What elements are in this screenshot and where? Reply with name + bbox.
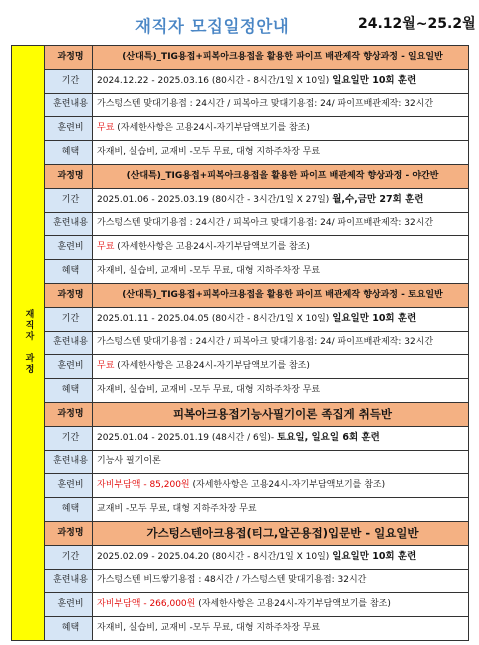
fee-row xyxy=(12,474,469,498)
content-row xyxy=(12,331,469,355)
fee-label: 훈련비 xyxy=(45,236,93,260)
fee-row xyxy=(12,236,469,260)
fee-row xyxy=(12,355,469,379)
content-row xyxy=(12,450,469,474)
content-label: 훈련내용 xyxy=(45,569,93,593)
course-name: (산대특)_TIG용접+피복아크용접을 활용한 파이프 배관제작 향상과정 - 야간반 xyxy=(93,164,469,188)
period-row xyxy=(12,188,469,212)
fee-row xyxy=(12,593,469,617)
period-row xyxy=(12,426,469,450)
content-value: 가스텅스텐 비드쌓기용접 : 48시간 / 가스텅스텐 맞대기용접: 32시간 xyxy=(93,569,469,593)
course-label: 과정명 xyxy=(45,402,93,426)
content-value: 가스텅스텐 맞대기용접 : 24시간 / 피복아크 맞대기용접: 24/ 파이프배관제작: 32시간 xyxy=(93,93,469,117)
page-title: 재직자 모집일정안내 xyxy=(135,17,290,36)
period-value: 2025.01.11 - 2025.04.05 (80시간 - 8시간/1일 X 10일) 일요일만 10회 훈련 xyxy=(93,307,469,331)
benefit-row xyxy=(12,617,469,641)
fee-label: 훈련비 xyxy=(45,117,93,141)
benefit-label: 혜택 xyxy=(45,617,93,641)
content-row xyxy=(12,212,469,236)
content-value: 가스텅스텐 맞대기용접 : 24시간 / 피복아크 맞대기용접: 24/ 파이프배관제작: 32시간 xyxy=(93,212,469,236)
benefit-value: 자재비, 실습비, 교재비 -모두 무료, 대형 지하주차장 무료 xyxy=(93,617,469,641)
period-label: 기간 xyxy=(45,545,93,569)
period-value: 2024.12.22 - 2025.03.16 (80시간 - 8시간/1일 X 10일) 일요일만 10회 훈련 xyxy=(93,69,469,93)
benefit-label: 혜택 xyxy=(45,141,93,165)
course-name-row xyxy=(12,521,469,545)
course-name: 피복아크용접기능사필기이론 족집게 취득반 xyxy=(93,402,469,426)
period-label: 기간 xyxy=(45,307,93,331)
fee-value: 자비부담액 - 85,200원 (자세한사항은 고용24시-자기부담액보기를 참조) xyxy=(93,474,469,498)
schedule-period: 24.12월~25.2월 xyxy=(358,16,476,32)
fee-value: 무료 (자세한사항은 고용24시-자기부담액보기를 참조) xyxy=(93,117,469,141)
content-value: 가스텅스텐 맞대기용접 : 24시간 / 피복아크 맞대기용접: 24/ 파이프배관제작: 32시간 xyxy=(93,331,469,355)
header xyxy=(0,0,479,45)
course-label: 과정명 xyxy=(45,164,93,188)
period-label: 기간 xyxy=(45,426,93,450)
fee-value: 무료 (자세한사항은 고용24시-자기부담액보기를 참조) xyxy=(93,355,469,379)
benefit-value: 자재비, 실습비, 교재비 -모두 무료, 대형 지하주차장 무료 xyxy=(93,141,469,165)
course-label: 과정명 xyxy=(45,46,93,70)
benefit-value: 자재비, 실습비, 교재비 -모두 무료, 대형 지하주차장 무료 xyxy=(93,379,469,403)
period-value: 2025.02.09 - 2025.04.20 (80시간 - 8시간/1일 X 10일) 일요일만 10회 훈련 xyxy=(93,545,469,569)
fee-label: 훈련비 xyxy=(45,593,93,617)
benefit-row xyxy=(12,141,469,165)
fee-value: 무료 (자세한사항은 고용24시-자기부담액보기를 참조) xyxy=(93,236,469,260)
course-label: 과정명 xyxy=(45,283,93,307)
course-name: 가스텅스텐아크용접(티그,알곤용접)입문반 - 일요일반 xyxy=(93,521,469,545)
period-row xyxy=(12,307,469,331)
course-name-row xyxy=(12,283,469,307)
benefit-row xyxy=(12,498,469,522)
course-name: (산대특)_TIG용접+피복아크용접을 활용한 파이프 배관제작 향상과정 - 토요일반 xyxy=(93,283,469,307)
content-label: 훈련내용 xyxy=(45,212,93,236)
period-label: 기간 xyxy=(45,188,93,212)
content-value: 기능사 필기이론 xyxy=(93,450,469,474)
period-value: 2025.01.04 - 2025.01.19 (48시간 / 6일)- 토요일, 일요일 6회 훈련 xyxy=(93,426,469,450)
period-row xyxy=(12,69,469,93)
content-row xyxy=(12,569,469,593)
content-row xyxy=(12,93,469,117)
benefit-label: 혜택 xyxy=(45,379,93,403)
fee-value: 자비부담액 - 266,000원 (자세한사항은 고용24시-자기부담액보기를 참조) xyxy=(93,593,469,617)
benefit-label: 혜택 xyxy=(45,260,93,284)
benefit-label: 혜택 xyxy=(45,498,93,522)
schedule-table xyxy=(11,45,469,641)
side-label: 재 직 자 과 정 xyxy=(12,46,45,641)
course-label: 과정명 xyxy=(45,521,93,545)
period-label: 기간 xyxy=(45,69,93,93)
period-row xyxy=(12,545,469,569)
content-label: 훈련내용 xyxy=(45,331,93,355)
content-label: 훈련내용 xyxy=(45,93,93,117)
benefit-value: 자재비, 실습비, 교재비 -모두 무료, 대형 지하주차장 무료 xyxy=(93,260,469,284)
fee-label: 훈련비 xyxy=(45,474,93,498)
benefit-row xyxy=(12,260,469,284)
benefit-row xyxy=(12,379,469,403)
fee-label: 훈련비 xyxy=(45,355,93,379)
course-name: (산대특)_TIG용접+피복아크용접을 활용한 파이프 배관제작 향상과정 - 일요일반 xyxy=(93,46,469,70)
course-name-row xyxy=(12,164,469,188)
fee-row xyxy=(12,117,469,141)
content-label: 훈련내용 xyxy=(45,450,93,474)
benefit-value: 교재비 -모두 무료, 대형 지하주차장 무료 xyxy=(93,498,469,522)
course-name-row xyxy=(12,46,469,70)
course-name-row xyxy=(12,402,469,426)
period-value: 2025.01.06 - 2025.03.19 (80시간 - 3시간/1일 X 27일) 월,수,금만 27회 훈련 xyxy=(93,188,469,212)
